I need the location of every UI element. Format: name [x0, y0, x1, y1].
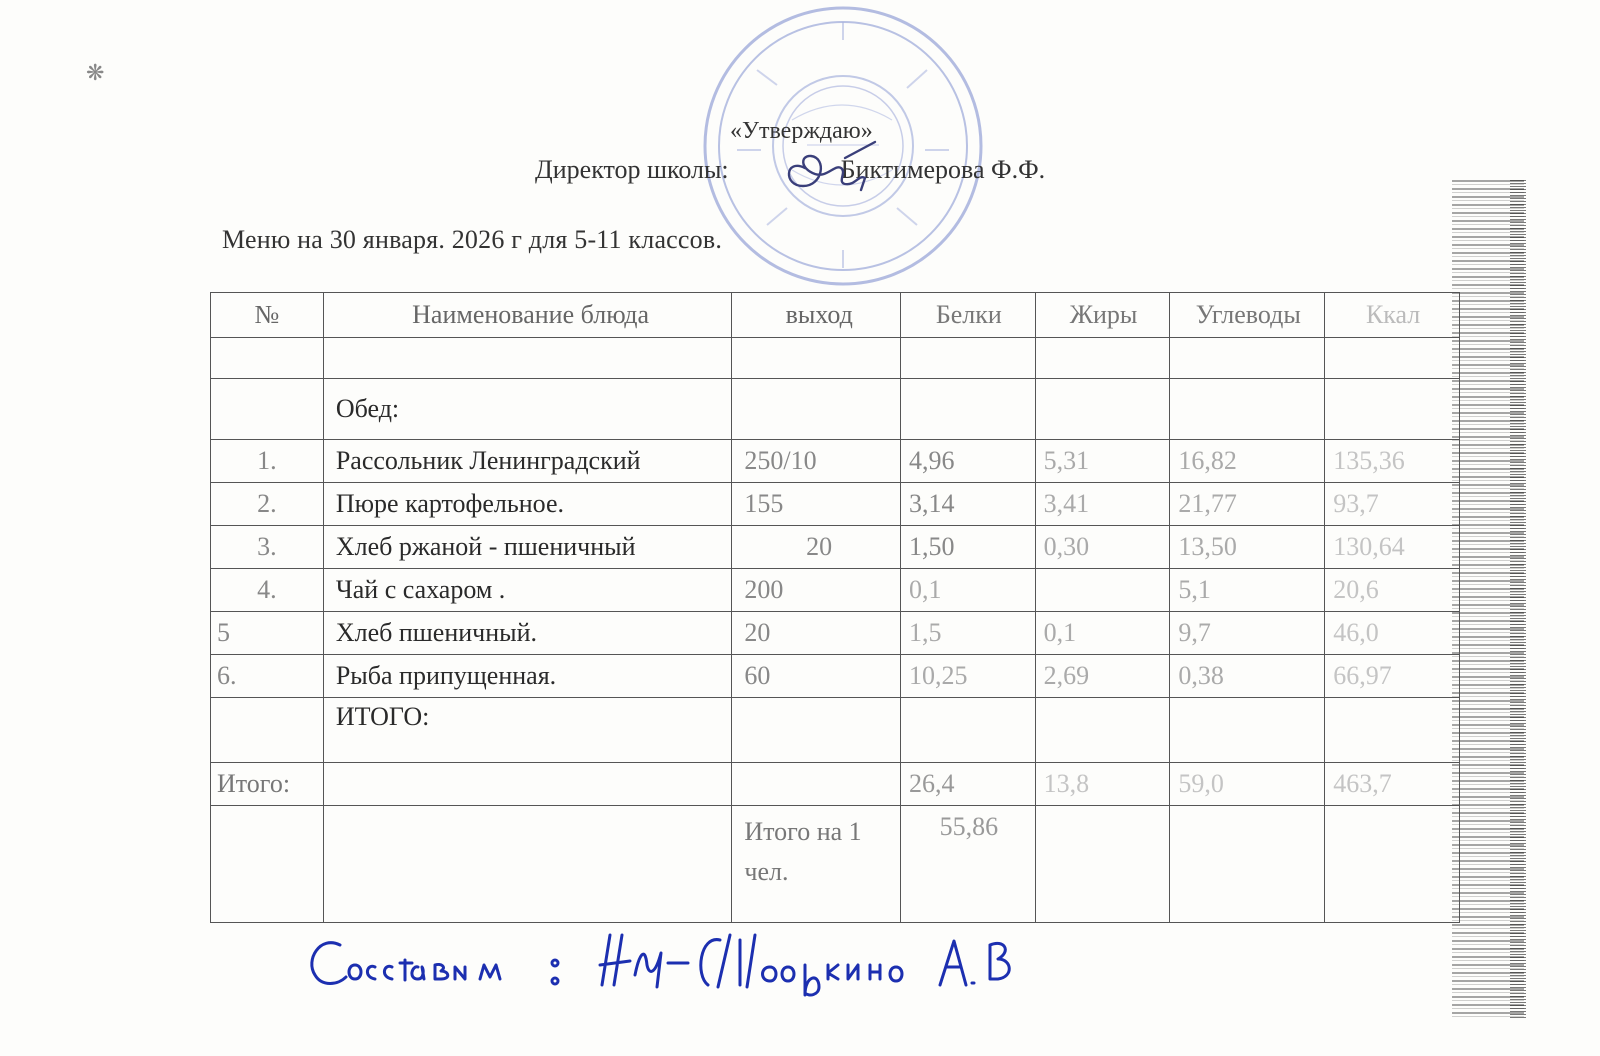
dish-fat: 2,69	[1035, 655, 1170, 698]
dish-kcal: 130,64	[1325, 526, 1460, 569]
total-caps-label: ИТОГО:	[323, 698, 732, 763]
dish-name: Чай с сахаром .	[323, 569, 732, 612]
dish-kcal: 46,0	[1325, 612, 1460, 655]
dish-carbs: 5,1	[1170, 569, 1325, 612]
dish-fat: 0,30	[1035, 526, 1170, 569]
dish-protein: 10,25	[900, 655, 1035, 698]
dish-name: Рыба припущенная.	[323, 655, 732, 698]
col-header-output: выход	[732, 293, 901, 338]
per-person-value: 55,86	[900, 806, 1035, 923]
dish-name: Хлеб пшеничный.	[323, 612, 732, 655]
dish-fat: 0,1	[1035, 612, 1170, 655]
menu-table	[210, 292, 1460, 923]
total-carbs: 59,0	[1170, 763, 1325, 806]
total-fat: 13,8	[1035, 763, 1170, 806]
col-header-carbs: Углеводы	[1170, 293, 1325, 338]
dish-protein: 1,5	[900, 612, 1035, 655]
dish-output: 20	[732, 612, 901, 655]
table-row-total	[211, 763, 1460, 806]
row-number: 3.	[211, 526, 324, 569]
table-row	[211, 526, 1460, 569]
table-row	[211, 612, 1460, 655]
dish-name: Рассольник Ленинградский	[323, 440, 732, 483]
dish-carbs: 0,38	[1170, 655, 1325, 698]
row-number: 6.	[211, 655, 324, 698]
col-header-number: №	[211, 293, 324, 338]
total-label: Итого:	[211, 763, 324, 806]
dish-carbs: 13,50	[1170, 526, 1325, 569]
col-header-dish: Наименование блюда	[323, 293, 732, 338]
dish-fat: 5,31	[1035, 440, 1170, 483]
dish-name: Пюре картофельное.	[323, 483, 732, 526]
director-name: Биктимерова Ф.Ф.	[840, 155, 1046, 184]
table-row-empty	[211, 338, 1460, 379]
scan-noise-strip-edge	[1510, 180, 1526, 1020]
col-header-fat: Жиры	[1035, 293, 1170, 338]
dish-protein: 4,96	[900, 440, 1035, 483]
row-number: 1.	[211, 440, 324, 483]
table-row	[211, 483, 1460, 526]
dish-carbs: 9,7	[1170, 612, 1325, 655]
table-row-section	[211, 379, 1460, 440]
approval-heading: «Утверждаю»	[730, 118, 873, 144]
dish-kcal: 66,97	[1325, 655, 1460, 698]
dish-output: 20	[732, 526, 901, 569]
handwritten-composed-by	[300, 905, 1260, 1005]
dish-carbs: 21,77	[1170, 483, 1325, 526]
table-row	[211, 569, 1460, 612]
director-signature	[775, 138, 885, 198]
dish-protein: 1,50	[900, 526, 1035, 569]
dish-fat: 3,41	[1035, 483, 1170, 526]
dish-carbs: 16,82	[1170, 440, 1325, 483]
section-label: Обед:	[323, 379, 732, 440]
col-header-protein: Белки	[900, 293, 1035, 338]
dish-kcal: 93,7	[1325, 483, 1460, 526]
dish-protein: 3,14	[900, 483, 1035, 526]
dish-output: 155	[732, 483, 901, 526]
row-number: 2.	[211, 483, 324, 526]
dish-output: 60	[732, 655, 901, 698]
dish-kcal: 135,36	[1325, 440, 1460, 483]
col-header-kcal: Ккал	[1325, 293, 1460, 338]
dish-output: 200	[732, 569, 901, 612]
dish-name: Хлеб ржаной - пшеничный	[323, 526, 732, 569]
dish-kcal: 20,6	[1325, 569, 1460, 612]
menu-title: Меню на 30 января. 2026 г для 5-11 классов.	[222, 225, 723, 254]
dish-fat	[1035, 569, 1170, 612]
table-row	[211, 655, 1460, 698]
row-number: 4.	[211, 569, 324, 612]
dish-output: 250/10	[732, 440, 901, 483]
speck-mark: ❋	[86, 60, 105, 85]
row-number: 5	[211, 612, 324, 655]
total-kcal: 463,7	[1325, 763, 1460, 806]
director-label: Директор школы:	[535, 155, 729, 184]
total-protein: 26,4	[900, 763, 1035, 806]
dish-protein: 0,1	[900, 569, 1035, 612]
table-row-total-caps	[211, 698, 1460, 763]
per-person-label: Итого на 1 чел.	[732, 806, 901, 923]
table-row	[211, 440, 1460, 483]
table-header-row	[211, 293, 1460, 338]
